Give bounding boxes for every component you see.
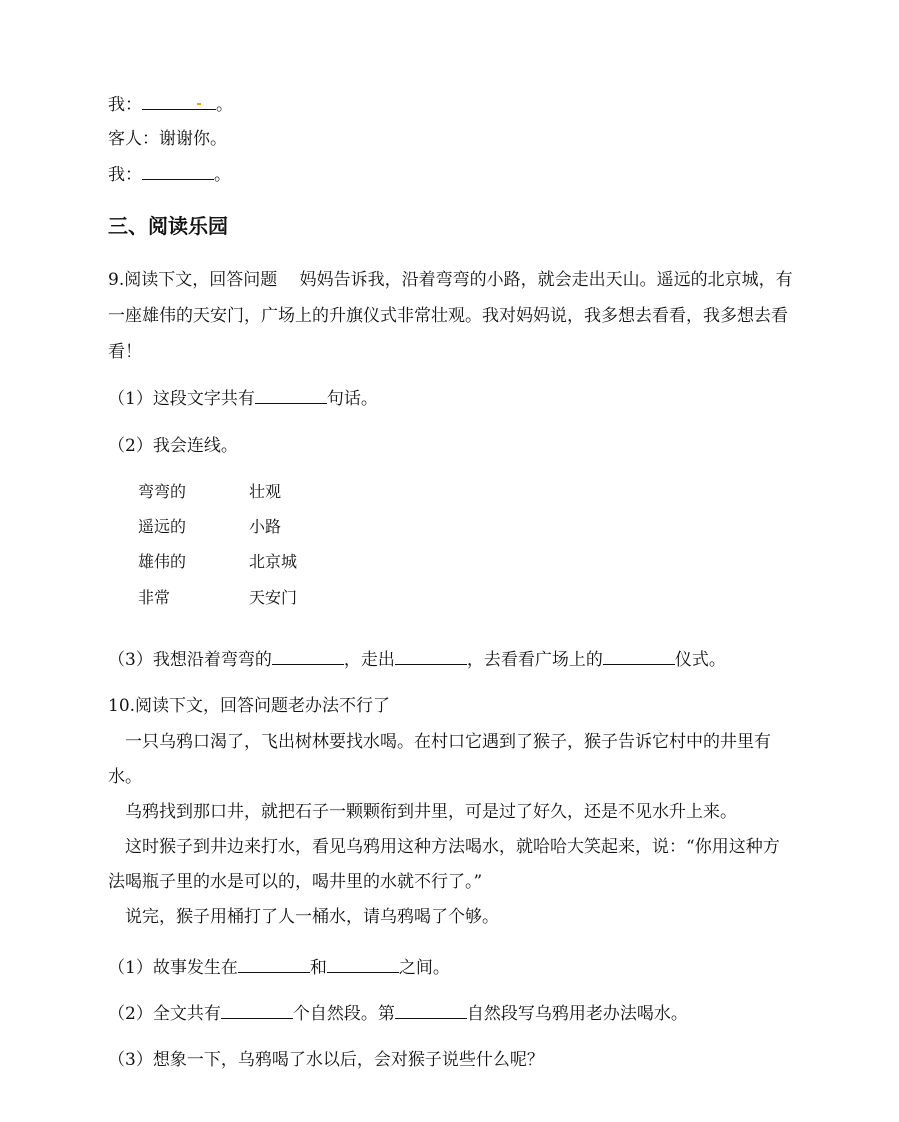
dialog-line-1-suffix: 。 — [216, 95, 233, 115]
q10-title: 10.阅读下文，回答问题老办法不行了 — [108, 696, 391, 716]
answer-blank[interactable] — [221, 1001, 293, 1019]
q10-paragraph-1-line-2: 水。 — [108, 767, 142, 787]
answer-blank[interactable] — [603, 647, 675, 665]
answer-blank[interactable] — [395, 1001, 467, 1019]
q9-intro-line-1: 9.阅读下文，回答问题 妈妈告诉我，沿着弯弯的小路，就会走出天山。遥远的北京城，有 — [108, 270, 793, 290]
q10-paragraph-1-line-1: 一只乌鸦口渴了，飞出树林要找水喝。在村口它遇到了猴子，猴子告诉它村中的井里有 — [108, 732, 771, 752]
q10-paragraph-4: 说完，猴子用桶打了人一桶水，请乌鸦喝了个够。 — [108, 907, 499, 927]
dialog-line-3-prefix: 我： — [108, 165, 142, 185]
q10-sub3: （3）想象一下，乌鸦喝了水以后，会对猴子说些什么呢？ — [108, 1050, 544, 1070]
match-right-item[interactable]: 天安门 — [249, 588, 298, 607]
q9-intro-line-2: 一座雄伟的天安门，广场上的升旗仪式非常壮观。我对妈妈说，我多想去看看，我多想去看 — [108, 306, 788, 326]
q10-sub2-text-a: （2）全文共有 — [108, 1004, 221, 1024]
answer-blank[interactable] — [327, 955, 399, 973]
match-right-item[interactable]: 壮观 — [249, 482, 282, 501]
q10-paragraph-3-line-1: 这时猴子到井边来打水，看见乌鸦用这种方法喝水，就哈哈大笑起来，说：“你用这种方 — [108, 837, 780, 857]
answer-blank[interactable] — [142, 162, 214, 180]
q9-sub1-text-b: 句话。 — [326, 389, 378, 409]
q10-sub1-text-b: 和 — [309, 958, 327, 978]
match-left-item[interactable]: 雄伟的 — [138, 552, 187, 571]
q9-sub2: （2）我会连线。 — [108, 436, 238, 456]
dialog-line-3-suffix: 。 — [214, 165, 231, 185]
answer-blank[interactable] — [238, 955, 310, 973]
match-left-item[interactable]: 非常 — [138, 588, 171, 607]
stray-mark — [197, 103, 201, 105]
answer-blank[interactable] — [142, 92, 216, 110]
q9-sub3-text-c: ，去看看广场上的 — [466, 650, 603, 670]
q10-paragraph-3-line-2: 法喝瓶子里的水是可以的，喝井里的水就不行了。” — [108, 872, 483, 892]
q9-sub3-text-d: 仪式。 — [674, 650, 726, 670]
q10-sub1-text-c: 之间。 — [398, 958, 450, 978]
match-left-item[interactable]: 遥远的 — [138, 517, 187, 536]
q10-sub2 — [108, 1001, 688, 1026]
dialog-line-2: 客人：谢谢你。 — [108, 129, 227, 149]
q10-paragraph-2: 乌鸦找到那口井，就把石子一颗颗衔到井里，可是过了好久，还是不见水升上来。 — [108, 802, 737, 822]
section-heading: 三、阅读乐园 — [108, 214, 228, 238]
match-right-item[interactable]: 小路 — [249, 517, 282, 536]
answer-blank[interactable] — [395, 647, 467, 665]
q10-sub2-text-c: 自然段写乌鸦用老办法喝水。 — [466, 1004, 688, 1024]
q9-sub3-text-b: ，走出 — [343, 650, 395, 670]
q9-sub1-text-a: （1）这段文字共有 — [108, 389, 255, 409]
match-left-item[interactable]: 弯弯的 — [138, 482, 187, 501]
q10-sub2-text-b: 个自然段。第 — [292, 1004, 395, 1024]
dialog-line-1-prefix: 我： — [108, 95, 142, 115]
dialog-line-1 — [108, 92, 233, 117]
answer-blank[interactable] — [272, 647, 344, 665]
q10-sub1 — [108, 955, 450, 980]
answer-blank[interactable] — [255, 386, 327, 404]
q9-intro-line-3: 看！ — [108, 342, 142, 362]
q10-sub1-text-a: （1）故事发生在 — [108, 958, 238, 978]
dialog-line-3 — [108, 162, 231, 187]
q9-sub3 — [108, 647, 726, 672]
q9-sub3-text-a: （3）我想沿着弯弯的 — [108, 650, 272, 670]
match-right-item[interactable]: 北京城 — [249, 552, 298, 571]
q9-sub1 — [108, 386, 378, 411]
